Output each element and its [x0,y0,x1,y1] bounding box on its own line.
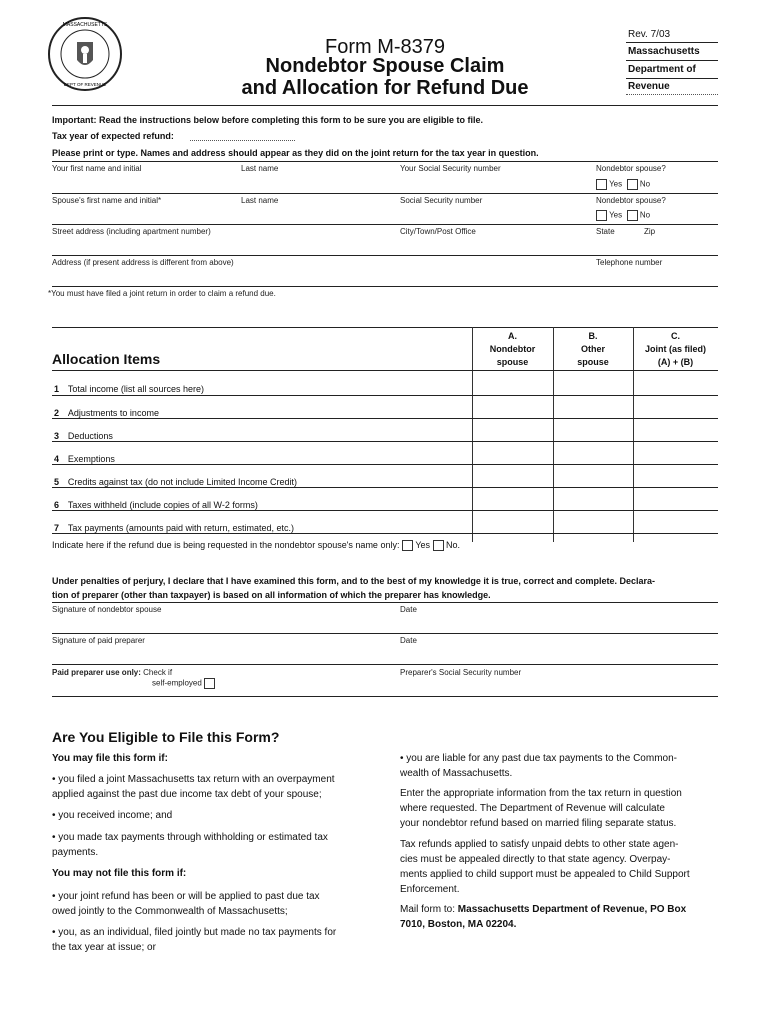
row-number: 4 [54,454,60,464]
col-a-line-3: spouse [496,357,529,367]
row-number: 7 [54,523,60,533]
ssn-label: Your Social Security number [400,164,501,173]
paid-use-label: Paid preparer use only: [52,668,141,677]
may1-line-b: applied against the past due income tax debt of your spouse; [52,789,322,800]
col-b-header [553,330,633,369]
row-label: Credits against tax (do not include Limited Income Credit) [67,477,298,487]
self-employed-label: self-employed [152,678,202,688]
not1-line-a: • your joint refund has been or will be applied to past due tax [52,891,320,902]
indicate-no-checkbox[interactable] [433,540,444,551]
indicate-yes-checkbox[interactable] [402,540,413,551]
r1-line-a: • you are liable for any past due tax payments to the Common- [400,753,677,764]
mail-address-line-2: 7010, Boston, MA 02204. [400,919,517,930]
col-c-header [633,330,718,369]
alt-address-label: Address (if present address is different from above) [52,258,234,267]
last-name-label: Last name [241,164,279,173]
tax-year-field[interactable] [190,140,295,141]
may-not-heading: You may not file this form if: [52,868,187,879]
may-file-item-2: • you received income; and [52,810,173,821]
yes-label: Yes [609,179,623,189]
dept-line-2: Department of [628,64,696,75]
sig-preparer-label: Signature of paid preparer [52,636,145,645]
no-label-2: No [639,210,651,220]
form-title [230,55,540,99]
first-name-label: Your first name and initial [52,164,142,173]
spouse-ssn-label: Social Security number [400,196,483,205]
mail-label: Mail form to: [400,904,456,915]
may-file-heading: You may file this form if: [52,753,168,764]
state-label: State [596,227,615,236]
right-item-2 [400,786,682,831]
row-label: Deductions [67,431,113,441]
may3-line-b: payments. [52,847,99,858]
perjury-line-1: Under penalties of perjury, I declare that I have examined this form, and to the best of my knowledge it is true, correct and complete. Declara- [52,576,655,586]
important-note: Important: Read the instructions below before completing this form to be sure you are eligible to file. [52,115,484,125]
yes-label-2: Yes [609,210,623,220]
r2-line-a: Enter the appropriate information from the tax return in question [400,788,682,799]
tax-year-label: Tax year of expected refund: [52,131,174,141]
city-label: City/Town/Post Office [400,227,476,236]
mail-address [400,902,686,932]
col-b-line-3: spouse [577,357,609,367]
paid-preparer-block [52,668,172,677]
date-label-1: Date [400,605,417,614]
indicate-no-label: No. [446,540,461,550]
col-c-line-3: (A) + (B) [657,357,694,367]
title-line-1: Nondebtor Spouse Claim [265,55,505,77]
sig-spouse-label: Signature of nondebtor spouse [52,605,162,614]
not1-line-b: owed jointly to the Commonwealth of Massachusetts; [52,906,288,917]
r1-line-b: wealth of Massachusetts. [400,768,513,779]
row-number: 6 [54,500,60,510]
no-checkbox[interactable] [627,179,638,190]
indicate-label: Indicate here if the refund due is being requested in the nondebtor spouse's name only: [52,540,400,550]
yes-checkbox-2[interactable] [596,210,607,221]
revision-label: Rev. 7/03 [628,29,671,40]
street-label: Street address (including apartment number) [52,227,211,236]
r2-line-c: your nondebtor refund based on married filing separate status. [400,818,677,829]
indicate-line [52,540,460,551]
r3-line-a: Tax refunds applied to satisfy unpaid debts to other state agen- [400,839,679,850]
no-label: No [639,179,651,189]
row-label: Tax payments (amounts paid with return, estimated, etc.) [67,523,295,533]
not2-line-b: the tax year at issue; or [52,942,156,953]
preparer-ssn-label: Preparer's Social Security number [400,668,522,677]
col-b-line-1: B. [588,331,598,341]
row-number: 1 [54,384,60,394]
r2-line-b: where requested. The Department of Revenue will calculate [400,803,665,814]
date-label-2: Date [400,636,417,645]
nondebtor-choice-2 [596,210,650,221]
row-number: 2 [54,408,60,418]
r3-line-c: ments applied to child support must be appealed to Child Support [400,869,690,880]
row-label: Adjustments to income [67,408,159,418]
right-item-1 [400,751,677,781]
self-employed-line [152,678,215,689]
may-not-item-1 [52,889,320,919]
indicate-yes-label: Yes [415,540,431,550]
may1-line-a: • you filed a joint Massachusetts tax return with an overpayment [52,774,335,785]
nondebtor-choice [596,179,650,190]
row-label: Exemptions [67,454,115,464]
row-number: 5 [54,477,60,487]
title-line-2: and Allocation for Refund Due [241,77,529,99]
spouse-first-label: Spouse's first name and initial* [52,196,162,205]
mail-address-line-1: Massachusetts Department of Revenue, PO Box [457,904,687,915]
perjury-line-2: tion of preparer (other than taxpayer) is based on all information of which the preparer has knowledge. [52,590,491,600]
telephone-label: Telephone number [596,258,663,267]
svg-text:DEPT OF REVENUE: DEPT OF REVENUE [63,82,107,87]
eligibility-title: Are You Eligible to File this Form? [52,729,280,745]
nondebtor-question-2: Nondebtor spouse? [596,196,666,205]
joint-return-footnote: *You must have filed a joint return in order to claim a refund due. [48,289,276,298]
r3-line-d: Enforcement. [400,884,460,895]
col-b-line-2: Other [580,344,605,354]
not2-line-a: • you, as an individual, filed jointly but made no tax payments for [52,927,337,938]
may-file-item-3 [52,830,328,860]
print-note: Please print or type. Names and address should appear as they did on the joint return for the tax year in question. [52,148,539,158]
zip-label: Zip [644,227,656,236]
svg-text:MASSACHUSETTS: MASSACHUSETTS [62,22,108,28]
check-if-label: Check if [143,668,173,677]
row-label: Total income (list all sources here) [67,384,204,394]
r3-line-b: cies must be appealed directly to that state agency. Overpay- [400,854,671,865]
col-c-line-1: C. [671,331,680,341]
col-a-line-1: A. [508,331,517,341]
state-seal [47,16,123,92]
may-not-item-2 [52,925,336,955]
yes-checkbox[interactable] [596,179,607,190]
may-file-item-1 [52,772,335,802]
col-a-header [472,330,553,369]
col-a-line-2: Nondebtor [489,344,536,354]
dept-line-1: Massachusetts [628,46,700,57]
no-checkbox-2[interactable] [627,210,638,221]
spouse-last-label: Last name [241,196,279,205]
right-item-3 [400,837,690,897]
form-number: Form M-8379 [324,36,446,58]
allocation-title: Allocation Items [52,351,161,367]
col-c-line-2: Joint (as filed) [644,344,706,354]
nondebtor-question: Nondebtor spouse? [596,164,666,173]
dept-line-3: Revenue [628,81,670,92]
self-employed-checkbox[interactable] [204,678,215,689]
row-label: Taxes withheld (include copies of all W-2 forms) [67,500,258,510]
row-number: 3 [54,431,60,441]
may3-line-a: • you made tax payments through withholding or estimated tax [52,832,328,843]
